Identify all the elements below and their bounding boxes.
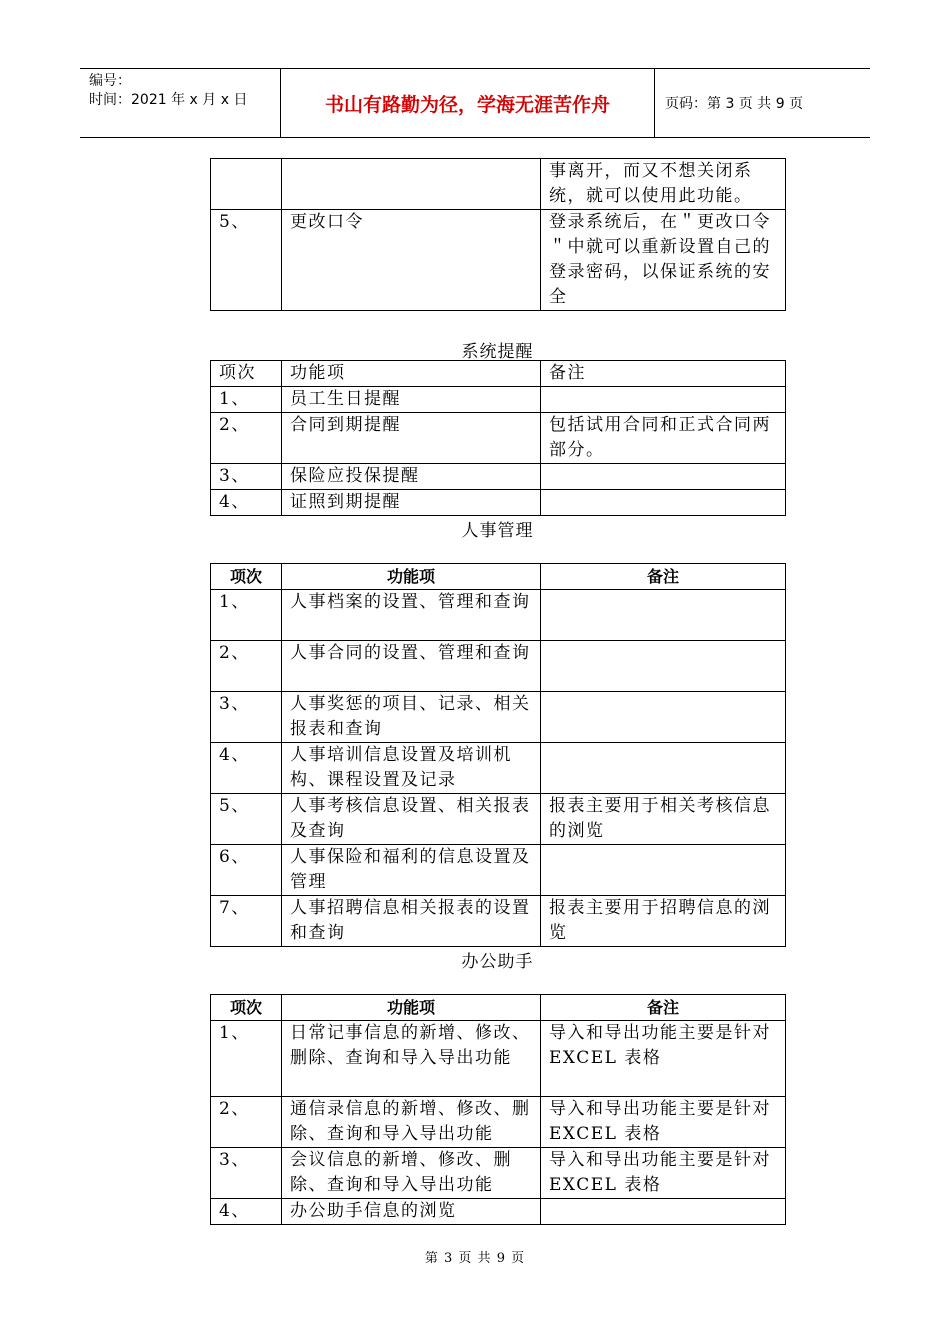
section-title-office: 办公助手 <box>461 952 534 972</box>
table-header-row <box>211 361 786 387</box>
table-row <box>211 590 786 641</box>
cell-note: 事离开，而又不想关闭系统，就可以使用此功能。 <box>541 159 786 210</box>
table-row <box>211 1199 786 1225</box>
table-reminder <box>210 360 786 516</box>
table-row <box>211 1148 786 1199</box>
header-meta <box>80 69 281 137</box>
cell-index: 1、 <box>211 1021 282 1097</box>
table-row <box>211 464 786 490</box>
cell-index: 3、 <box>211 692 282 743</box>
table-row <box>211 1021 786 1097</box>
cell-function: 人事保险和福利的信息设置及管理 <box>282 845 541 896</box>
cell-function: 日常记事信息的新增、修改、删除、查询和导入导出功能 <box>282 1021 541 1097</box>
date-label: 时间：2021 年 x 月 x 日 <box>89 92 248 108</box>
cell-note: 登录系统后，在＂更改口令＂中就可以重新设置自己的登录密码，以保证系统的安全 <box>541 210 786 311</box>
header-note: 备注 <box>541 361 786 387</box>
cell-function: 会议信息的新增、修改、删除、查询和导入导出功能 <box>282 1148 541 1199</box>
cell-note <box>541 590 786 641</box>
cell-index: 2、 <box>211 641 282 692</box>
cell-note <box>541 387 786 413</box>
cell-index: 2、 <box>211 413 282 464</box>
table-row <box>211 896 786 947</box>
cell-function: 人事奖惩的项目、记录、相关报表和查询 <box>282 692 541 743</box>
cell-index: 5、 <box>211 210 282 311</box>
cell-function <box>282 159 541 210</box>
cell-note <box>541 490 786 516</box>
cell-index: 4、 <box>211 743 282 794</box>
section-title-hr: 人事管理 <box>461 521 534 541</box>
cell-index: 1、 <box>211 387 282 413</box>
header-index: 项次 <box>211 564 282 590</box>
cell-note: 报表主要用于招聘信息的浏览 <box>541 896 786 947</box>
table-body <box>211 159 786 311</box>
cell-function: 员工生日提醒 <box>282 387 541 413</box>
cell-index: 7、 <box>211 896 282 947</box>
table-row <box>211 159 786 210</box>
cell-function: 证照到期提醒 <box>282 490 541 516</box>
cell-function: 人事合同的设置、管理和查询 <box>282 641 541 692</box>
table-hr <box>210 563 786 947</box>
cell-note <box>541 692 786 743</box>
cell-function: 人事考核信息设置、相关报表及查询 <box>282 794 541 845</box>
cell-function: 人事档案的设置、管理和查询 <box>282 590 541 641</box>
cell-note <box>541 641 786 692</box>
header-page-info: 页码：第 3 页 共 9 页 <box>665 96 804 112</box>
header-function: 功能项 <box>282 995 541 1021</box>
table-row <box>211 845 786 896</box>
table-office <box>210 994 786 1225</box>
table-row <box>211 641 786 692</box>
cell-note: 导入和导出功能主要是针对 EXCEL 表格 <box>541 1148 786 1199</box>
cell-function: 通信录信息的新增、修改、删除、查询和导入导出功能 <box>282 1097 541 1148</box>
cell-index: 5、 <box>211 794 282 845</box>
cell-index: 3、 <box>211 464 282 490</box>
number-label: 编号： <box>89 73 131 89</box>
table-row <box>211 413 786 464</box>
table-row <box>211 387 786 413</box>
cell-index: 6、 <box>211 845 282 896</box>
cell-index: 2、 <box>211 1097 282 1148</box>
header-note: 备注 <box>541 564 786 590</box>
cell-note <box>541 845 786 896</box>
cell-function: 人事招聘信息相关报表的设置和查询 <box>282 896 541 947</box>
cell-note <box>541 464 786 490</box>
cell-function: 更改口令 <box>282 210 541 311</box>
cell-function: 保险应投保提醒 <box>282 464 541 490</box>
cell-index: 4、 <box>211 1199 282 1225</box>
table-row <box>211 210 786 311</box>
cell-note: 导入和导出功能主要是针对 EXCEL 表格 <box>541 1021 786 1097</box>
cell-index: 1、 <box>211 590 282 641</box>
cell-note: 导入和导出功能主要是针对 EXCEL 表格 <box>541 1097 786 1148</box>
cell-function: 合同到期提醒 <box>282 413 541 464</box>
cell-index <box>211 159 282 210</box>
table-row <box>211 692 786 743</box>
table-row <box>211 1097 786 1148</box>
cell-note: 包括试用合同和正式合同两部分。 <box>541 413 786 464</box>
table-continued <box>210 158 786 311</box>
table-row <box>211 490 786 516</box>
table-row <box>211 743 786 794</box>
header-function: 功能项 <box>282 361 541 387</box>
cell-note: 报表主要用于相关考核信息的浏览 <box>541 794 786 845</box>
cell-function: 办公助手信息的浏览 <box>282 1199 541 1225</box>
table-header-row <box>211 564 786 590</box>
cell-note <box>541 743 786 794</box>
cell-function: 人事培训信息设置及培训机构、课程设置及记录 <box>282 743 541 794</box>
cell-index: 3、 <box>211 1148 282 1199</box>
cell-note <box>541 1199 786 1225</box>
header-function: 功能项 <box>282 564 541 590</box>
header-index: 项次 <box>211 361 282 387</box>
page-footer: 第 3 页 共 9 页 <box>424 1251 526 1266</box>
table-row <box>211 794 786 845</box>
table-header-row <box>211 995 786 1021</box>
header-motto: 书山有路勤为径，学海无涯苦作舟 <box>281 69 655 137</box>
section-title-reminder: 系统提醒 <box>461 342 534 362</box>
header-index: 项次 <box>211 995 282 1021</box>
cell-index: 4、 <box>211 490 282 516</box>
header-note: 备注 <box>541 995 786 1021</box>
page-header <box>80 68 870 138</box>
